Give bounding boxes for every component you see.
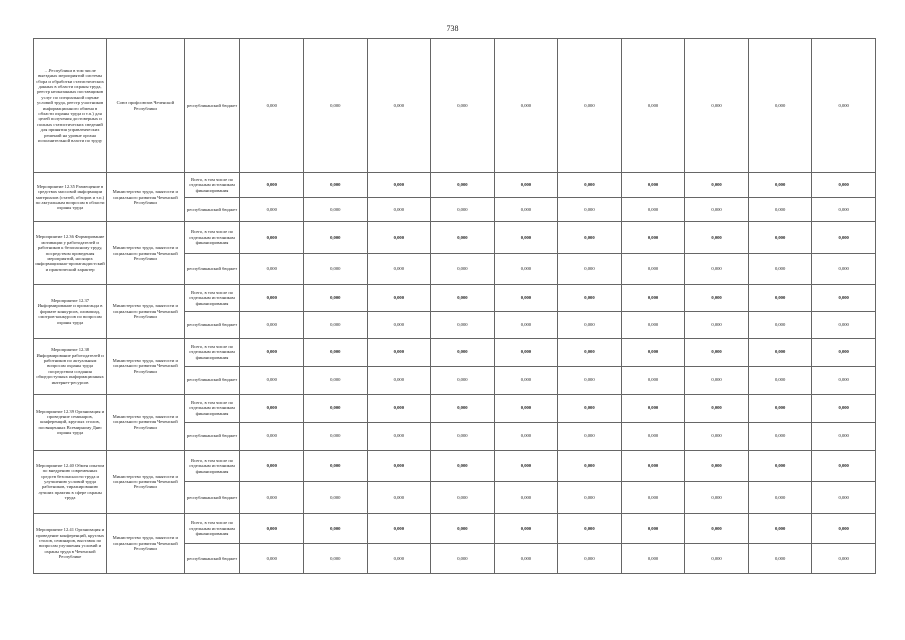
value-cell: 0,000 <box>558 311 622 338</box>
value-cell: 0,000 <box>621 311 685 338</box>
value-cell: 0,000 <box>304 197 368 222</box>
event-cell: Мероприятие 12.35 Размещение в средствах массовой информации материалов (статей, обзоров и т.п.) по актуальным вопросам в области охраны труда <box>34 173 107 222</box>
value-cell: 0,000 <box>494 285 558 312</box>
value-cell: 0,000 <box>494 543 558 573</box>
value-cell: 0,000 <box>494 311 558 338</box>
value-cell: 0,000 <box>748 513 812 543</box>
value-cell: 0,000 <box>240 222 304 254</box>
executor-cell: Министерство труда, занятости и социального развития Чеченской Республики <box>107 173 184 222</box>
event-cell: Мероприятие 12.37 Информирование и пропаганда в формате конкурсов, олимпиад, смотров-конкурсов по вопросам охраны труда <box>34 285 107 338</box>
value-cell: 0,000 <box>304 39 368 173</box>
funding-source-cell: Всего, в том числе по отдельным источникам финансирования <box>184 285 240 312</box>
value-cell: 0,000 <box>685 513 749 543</box>
value-cell: 0,000 <box>431 450 495 482</box>
value-cell: 0,000 <box>812 394 876 422</box>
value-cell: 0,000 <box>812 285 876 312</box>
value-cell: 0,000 <box>558 543 622 573</box>
value-cell: 0,000 <box>685 450 749 482</box>
value-cell: 0,000 <box>431 285 495 312</box>
value-cell: 0,000 <box>812 513 876 543</box>
funding-source-cell: республиканский бюджет <box>184 39 240 173</box>
value-cell: 0,000 <box>494 422 558 450</box>
funding-source-cell: республиканский бюджет <box>184 197 240 222</box>
event-cell: …Республики в том числе выездных мероприятий системы сбора и обработки статистических данных в области охраны труда, реестр неоказанных поставщиков услуг по специальной оценке условий труда, реестр участников информационного обмена в области охраны труда и т.п.) для целей получения достоверных и полных статистических сведений для принятия управленческих решений на уровне органа исполнительной власти по труду <box>34 39 107 173</box>
value-cell: 0,000 <box>812 222 876 254</box>
value-cell: 0,000 <box>367 311 431 338</box>
value-cell: 0,000 <box>748 311 812 338</box>
value-cell: 0,000 <box>304 513 368 543</box>
value-cell: 0,000 <box>240 338 304 366</box>
value-cell: 0,000 <box>685 543 749 573</box>
table-row <box>34 450 876 482</box>
value-cell: 0,000 <box>812 422 876 450</box>
value-cell: 0,000 <box>431 482 495 514</box>
value-cell: 0,000 <box>685 173 749 198</box>
value-cell: 0,000 <box>685 311 749 338</box>
value-cell: 0,000 <box>240 422 304 450</box>
value-cell: 0,000 <box>304 422 368 450</box>
value-cell: 0,000 <box>812 338 876 366</box>
table-row <box>34 513 876 543</box>
value-cell: 0,000 <box>558 222 622 254</box>
value-cell: 0,000 <box>812 450 876 482</box>
value-cell: 0,000 <box>748 285 812 312</box>
value-cell: 0,000 <box>621 285 685 312</box>
value-cell: 0,000 <box>240 197 304 222</box>
value-cell: 0,000 <box>494 39 558 173</box>
value-cell: 0,000 <box>748 543 812 573</box>
executor-cell: Союз профсоюзов Чеченской Республики <box>107 39 184 173</box>
value-cell: 0,000 <box>812 311 876 338</box>
value-cell: 0,000 <box>558 173 622 198</box>
value-cell: 0,000 <box>494 513 558 543</box>
value-cell: 0,000 <box>304 394 368 422</box>
value-cell: 0,000 <box>558 422 622 450</box>
value-cell: 0,000 <box>685 39 749 173</box>
value-cell: 0,000 <box>812 366 876 394</box>
value-cell: 0,000 <box>304 450 368 482</box>
value-cell: 0,000 <box>748 39 812 173</box>
value-cell: 0,000 <box>685 197 749 222</box>
value-cell: 0,000 <box>431 39 495 173</box>
value-cell: 0,000 <box>621 543 685 573</box>
value-cell: 0,000 <box>240 543 304 573</box>
value-cell: 0,000 <box>621 338 685 366</box>
event-cell: Мероприятие 12.41 Организация и проведение конференций, круглых столов, семинаров, выставок по вопросам улучшения условий и охраны труда в Чеченской Республике <box>34 513 107 573</box>
value-cell: 0,000 <box>748 422 812 450</box>
value-cell: 0,000 <box>240 39 304 173</box>
funding-source-cell: Всего, в том числе по отдельным источникам финансирования <box>184 173 240 198</box>
value-cell: 0,000 <box>431 543 495 573</box>
value-cell: 0,000 <box>304 222 368 254</box>
value-cell: 0,000 <box>367 222 431 254</box>
value-cell: 0,000 <box>812 253 876 285</box>
value-cell: 0,000 <box>621 422 685 450</box>
value-cell: 0,000 <box>685 422 749 450</box>
table-row <box>34 338 876 366</box>
value-cell: 0,000 <box>431 513 495 543</box>
value-cell: 0,000 <box>240 394 304 422</box>
value-cell: 0,000 <box>558 450 622 482</box>
value-cell: 0,000 <box>240 482 304 514</box>
value-cell: 0,000 <box>494 197 558 222</box>
value-cell: 0,000 <box>558 338 622 366</box>
value-cell: 0,000 <box>494 253 558 285</box>
value-cell: 0,000 <box>367 39 431 173</box>
value-cell: 0,000 <box>367 173 431 198</box>
value-cell: 0,000 <box>558 366 622 394</box>
value-cell: 0,000 <box>621 394 685 422</box>
funding-source-cell: Всего, в том числе по отдельным источникам финансирования <box>184 513 240 543</box>
value-cell: 0,000 <box>748 197 812 222</box>
value-cell: 0,000 <box>367 482 431 514</box>
value-cell: 0,000 <box>494 394 558 422</box>
event-cell: Мероприятие 12.40 Обмен опытом по внедрению современных средств безопасности труда и улучшению условий труда работников, тиражированию лучших практик в сфере охраны труда <box>34 450 107 513</box>
value-cell: 0,000 <box>240 366 304 394</box>
funding-source-cell: республиканский бюджет <box>184 543 240 573</box>
table-row <box>34 222 876 254</box>
value-cell: 0,000 <box>494 173 558 198</box>
value-cell: 0,000 <box>685 338 749 366</box>
value-cell: 0,000 <box>558 285 622 312</box>
value-cell: 0,000 <box>621 253 685 285</box>
executor-cell: Министерство труда, занятости и социального развития Чеченской Республики <box>107 222 184 285</box>
value-cell: 0,000 <box>621 482 685 514</box>
value-cell: 0,000 <box>812 173 876 198</box>
value-cell: 0,000 <box>431 222 495 254</box>
value-cell: 0,000 <box>494 338 558 366</box>
value-cell: 0,000 <box>304 253 368 285</box>
value-cell: 0,000 <box>748 338 812 366</box>
value-cell: 0,000 <box>240 450 304 482</box>
executor-cell: Министерство труда, занятости и социального развития Чеченской Республики <box>107 338 184 394</box>
event-cell: Мероприятие 12.39 Организация и проведение семинаров, конференций, круглых столов, посвященных Всемирному Дню охраны труда <box>34 394 107 450</box>
value-cell: 0,000 <box>367 253 431 285</box>
value-cell: 0,000 <box>685 366 749 394</box>
value-cell: 0,000 <box>812 543 876 573</box>
value-cell: 0,000 <box>685 394 749 422</box>
table-row <box>34 285 876 312</box>
executor-cell: Министерство труда, занятости и социального развития Чеченской Республики <box>107 285 184 338</box>
event-cell: Мероприятие 12.38 Информирование работодателей и работников по актуальным вопросам охраны труда посредством создания общедоступных информационных интернет-ресурсов <box>34 338 107 394</box>
value-cell: 0,000 <box>367 197 431 222</box>
funding-source-cell: Всего, в том числе по отдельным источникам финансирования <box>184 222 240 254</box>
funding-source-cell: республиканский бюджет <box>184 422 240 450</box>
value-cell: 0,000 <box>748 173 812 198</box>
value-cell: 0,000 <box>558 513 622 543</box>
value-cell: 0,000 <box>748 450 812 482</box>
page-number: 738 <box>446 24 459 33</box>
funding-source-cell: республиканский бюджет <box>184 253 240 285</box>
funding-source-cell: республиканский бюджет <box>184 366 240 394</box>
value-cell: 0,000 <box>304 543 368 573</box>
funding-source-cell: Всего, в том числе по отдельным источникам финансирования <box>184 394 240 422</box>
value-cell: 0,000 <box>621 513 685 543</box>
table-row <box>34 39 876 173</box>
table-row <box>34 173 876 198</box>
value-cell: 0,000 <box>431 173 495 198</box>
executor-cell: Министерство труда, занятости и социального развития Чеченской Республики <box>107 394 184 450</box>
value-cell: 0,000 <box>431 253 495 285</box>
value-cell: 0,000 <box>304 338 368 366</box>
value-cell: 0,000 <box>431 311 495 338</box>
value-cell: 0,000 <box>621 197 685 222</box>
value-cell: 0,000 <box>367 450 431 482</box>
funding-source-cell: республиканский бюджет <box>184 311 240 338</box>
value-cell: 0,000 <box>367 338 431 366</box>
value-cell: 0,000 <box>812 39 876 173</box>
executor-cell: Министерство труда, занятости и социального развития Чеченской Республики <box>107 513 184 573</box>
executor-cell: Министерство труда, занятости и социального развития Чеченской Республики <box>107 450 184 513</box>
value-cell: 0,000 <box>367 366 431 394</box>
value-cell: 0,000 <box>621 222 685 254</box>
value-cell: 0,000 <box>748 366 812 394</box>
funding-source-cell: республиканский бюджет <box>184 482 240 514</box>
value-cell: 0,000 <box>304 311 368 338</box>
value-cell: 0,000 <box>367 543 431 573</box>
value-cell: 0,000 <box>558 39 622 173</box>
value-cell: 0,000 <box>494 482 558 514</box>
table-row <box>34 394 876 422</box>
funding-source-cell: Всего, в том числе по отдельным источникам финансирования <box>184 450 240 482</box>
value-cell: 0,000 <box>621 173 685 198</box>
value-cell: 0,000 <box>621 450 685 482</box>
value-cell: 0,000 <box>240 513 304 543</box>
value-cell: 0,000 <box>304 482 368 514</box>
value-cell: 0,000 <box>558 253 622 285</box>
value-cell: 0,000 <box>431 394 495 422</box>
value-cell: 0,000 <box>748 482 812 514</box>
value-cell: 0,000 <box>367 422 431 450</box>
value-cell: 0,000 <box>304 285 368 312</box>
value-cell: 0,000 <box>240 311 304 338</box>
value-cell: 0,000 <box>240 173 304 198</box>
value-cell: 0,000 <box>240 285 304 312</box>
value-cell: 0,000 <box>304 173 368 198</box>
value-cell: 0,000 <box>431 338 495 366</box>
value-cell: 0,000 <box>558 394 622 422</box>
value-cell: 0,000 <box>494 366 558 394</box>
value-cell: 0,000 <box>494 222 558 254</box>
value-cell: 0,000 <box>685 482 749 514</box>
value-cell: 0,000 <box>812 482 876 514</box>
value-cell: 0,000 <box>558 197 622 222</box>
value-cell: 0,000 <box>431 366 495 394</box>
event-cell: Мероприятие 12.36 Формирование мотивации у работодателей и работников к безопасному труду, посредством проведения мероприятий, носящих информационно-пропагандистский и практический характер <box>34 222 107 285</box>
value-cell: 0,000 <box>685 253 749 285</box>
value-cell: 0,000 <box>304 366 368 394</box>
value-cell: 0,000 <box>748 394 812 422</box>
value-cell: 0,000 <box>748 222 812 254</box>
value-cell: 0,000 <box>431 197 495 222</box>
value-cell: 0,000 <box>367 394 431 422</box>
funding-source-cell: Всего, в том числе по отдельным источникам финансирования <box>184 338 240 366</box>
value-cell: 0,000 <box>621 366 685 394</box>
value-cell: 0,000 <box>494 450 558 482</box>
value-cell: 0,000 <box>240 253 304 285</box>
value-cell: 0,000 <box>558 482 622 514</box>
program-funding-table <box>33 38 876 574</box>
value-cell: 0,000 <box>431 422 495 450</box>
value-cell: 0,000 <box>367 285 431 312</box>
value-cell: 0,000 <box>748 253 812 285</box>
value-cell: 0,000 <box>685 222 749 254</box>
value-cell: 0,000 <box>367 513 431 543</box>
value-cell: 0,000 <box>621 39 685 173</box>
value-cell: 0,000 <box>685 285 749 312</box>
value-cell: 0,000 <box>812 197 876 222</box>
